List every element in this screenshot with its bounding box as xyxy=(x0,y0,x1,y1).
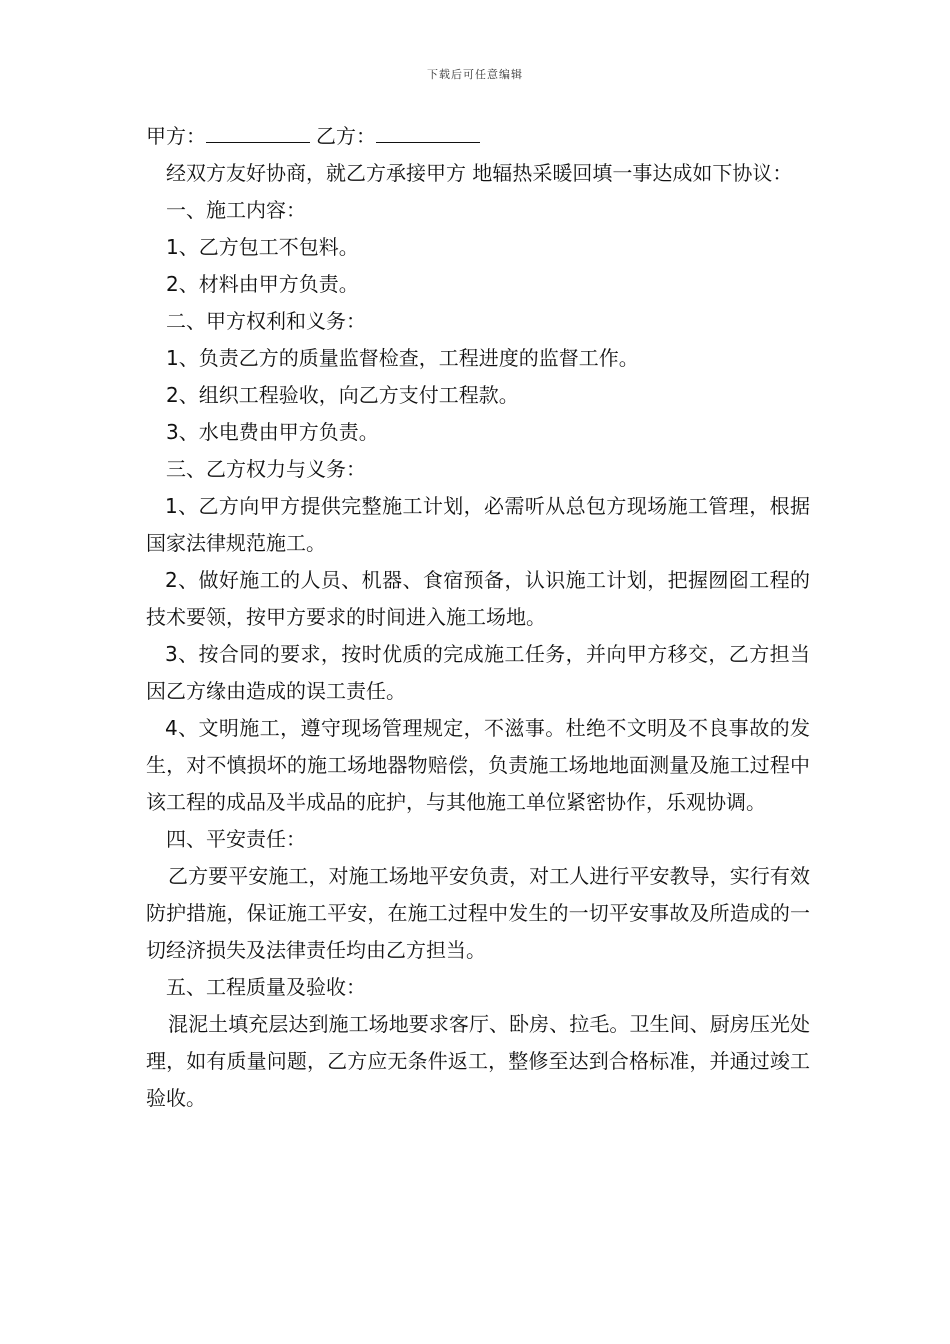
section-1-item-2: 2、材料由甲方负责。 xyxy=(166,272,359,296)
section-4-title: 四、平安责任： xyxy=(166,827,306,851)
section-3-item-2: 2、做好施工的人员、机器、食宿预备，认识施工计划，把握囫囵工程的技术要领，按甲方要求的时间进入施工场地。 xyxy=(146,568,810,629)
section-2-title: 二、甲方权利和义务： xyxy=(166,309,366,333)
section-2-item-2: 2、组织工程验收，向乙方支付工程款。 xyxy=(166,383,519,407)
header-note: 下载后可任意编辑 xyxy=(427,68,523,81)
party-line xyxy=(146,118,810,155)
section-3-item-3: 3、按合同的要求，按时优质的完成施工任务，并向甲方移交，乙方担当因乙方缘由造成的误工责任。 xyxy=(146,642,810,703)
section-5-title: 五、工程质量及验收： xyxy=(166,975,366,999)
contract-body xyxy=(146,118,810,1117)
party-b-label: 乙方： xyxy=(316,124,376,148)
section-3-item-1: 1、乙方向甲方提供完整施工计划，必需听从总包方现场施工管理，根据国家法律规范施工。 xyxy=(146,494,810,555)
section-2-item-1: 1、负责乙方的质量监督检查，工程进度的监督工作。 xyxy=(166,346,639,370)
party-b-blank xyxy=(376,120,480,143)
section-2-item-3: 3、水电费由甲方负责。 xyxy=(166,420,379,444)
section-5-body: 混泥土填充层达到施工场地要求客厅、卧房、拉毛。卫生间、厨房压光处理，如有质量问题，乙方应无条件返工，整修至达到合格标准，并通过竣工验收。 xyxy=(146,1012,810,1110)
section-1-title: 一、施工内容： xyxy=(166,198,306,222)
party-a-label: 甲方： xyxy=(146,124,206,148)
intro-paragraph: 经双方友好协商，就乙方承接甲方 地辐热采暖回填一事达成如下协议： xyxy=(166,161,793,185)
party-a-blank xyxy=(206,120,310,143)
section-3-title: 三、乙方权力与义务： xyxy=(166,457,366,481)
section-1-item-1: 1、乙方包工不包料。 xyxy=(166,235,359,259)
section-4-body: 乙方要平安施工，对施工场地平安负责，对工人进行平安教导，实行有效防护措施，保证施工平安，在施工过程中发生的一切平安事故及所造成的一切经济损失及法律责任均由乙方担当。 xyxy=(146,864,810,962)
section-3-item-4: 4、文明施工，遵守现场管理规定，不滋事。杜绝不文明及不良事故的发生，对不慎损坏的施工场地器物赔偿，负责施工场地地面测量及施工过程中该工程的成品及半成品的庇护，与其他施工单位紧密协作，乐观协调。 xyxy=(146,716,810,814)
